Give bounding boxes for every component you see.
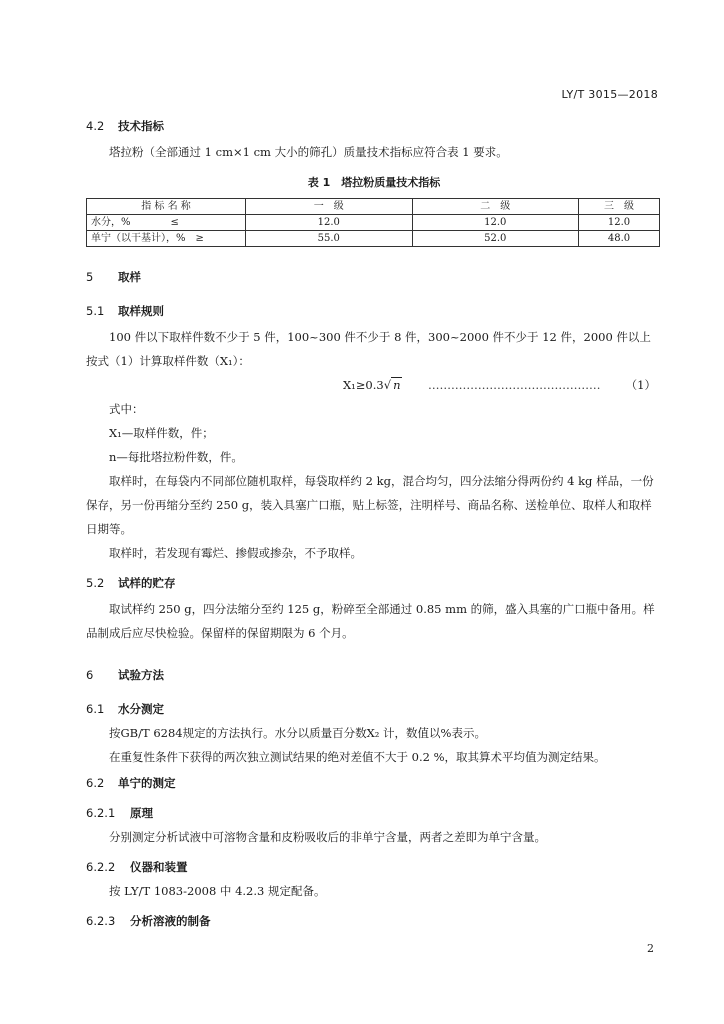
section-5-2-heading [86,575,662,591]
paragraph: 按GB/T 6284规定的方法执行。水分以质量百分数X₂ 计，数值以%表示。 [109,726,486,740]
table-header-cell: 三 级 [579,199,660,215]
section-title: 水分测定 [118,702,164,716]
section-number: 6.2.3 [86,914,116,928]
section-6-1-heading [86,701,662,717]
table-header-row [87,199,660,215]
section-number: 6.2.2 [86,860,116,874]
section-title: 试样的贮存 [118,576,176,590]
section-6-2-1-heading [86,805,662,821]
section-title: 取样规则 [118,304,164,318]
section-number: 6.2 [86,776,105,790]
table-cell: 48.0 [579,231,660,247]
section-4-2-heading [86,118,662,134]
page-number: 2 [647,942,654,955]
formula-1 [86,373,662,397]
section-6-2-3-heading [86,913,662,929]
equation-number: （1） [625,378,656,392]
quality-spec-table [86,198,660,247]
paragraph: 取样时，若发现有霉烂、掺假或掺杂，不予取样。 [109,546,362,560]
table-header-cell: 一 级 [246,199,413,215]
definition: n—每批塔拉粉件数，件。 [109,450,243,464]
section-title: 试验方法 [118,668,164,682]
table-header-cell: 指 标 名 称 [87,199,246,215]
table-cell: 12.0 [412,215,579,231]
section-number: 6 [86,668,94,682]
table-cell: 12.0 [579,215,660,231]
section-6-2-2-heading [86,859,662,875]
section-number: 5.1 [86,304,105,318]
section-5-1-heading [86,303,662,319]
formula-radicand: n [393,378,401,392]
table-cell: 水分，% ≤ [87,215,246,231]
leader-dots: ……………………………………… [428,378,601,392]
section-6-2-heading [86,775,662,791]
section-5-heading [86,269,662,285]
section-title: 分析溶液的制备 [130,914,211,928]
formula-lhs: X₁≥0.3 [343,378,384,392]
section-title: 原理 [130,806,153,820]
table-cell: 52.0 [412,231,579,247]
section-title: 单宁的测定 [118,776,176,790]
paragraph: 取试样约 250 g，四分法缩分至约 125 g，粉碎至全部通过 0.85 mm 的筛，盛入具塞的广口瓶中备用。样品制成后应尽快检验。保留样的保留期限为 6 个月。 [86,602,655,640]
table-cell: 12.0 [246,215,413,231]
paragraph: 在重复性条件下获得的两次独立测试结果的绝对差值不大于 0.2 %，取其算术平均值为测定结果。 [109,750,606,764]
section-number: 6.1 [86,702,105,716]
table-cell: 单宁（以干基计），% ≥ [87,231,246,247]
section-title: 取样 [118,270,141,284]
paragraph: 塔拉粉（全部通过 1 cm×1 cm 大小的筛孔）质量技术指标应符合表 1 要求。 [109,145,508,159]
paragraph: 100 件以下取样件数不少于 5 件，100~300 件不少于 8 件，300~2000 件不少于 12 件，2000 件以上按式（1）计算取样件数（X₁）： [86,330,651,368]
section-number: 5 [86,270,94,284]
section-number: 4.2 [86,119,105,133]
section-number: 5.2 [86,576,105,590]
table-caption: 表 1 塔拉粉质量技术指标 [307,176,441,189]
section-title: 仪器和装置 [130,860,188,874]
definition: X₁—取样件数，件； [109,426,214,440]
paragraph: 式中： [109,402,144,416]
table-row [87,231,660,247]
paragraph: 分别测定分析试液中可溶物含量和皮粉吸收后的非单宁含量，两者之差即为单宁含量。 [109,830,546,844]
standard-code: LY/T 3015—2018 [561,88,658,101]
table-header-cell: 二 级 [412,199,579,215]
document-body [86,118,662,929]
section-6-heading [86,667,662,683]
table-row [87,215,660,231]
formula: X₁≥0.3√ n [343,378,401,392]
section-title: 技术指标 [118,119,164,133]
paragraph: 按 LY/T 1083-2008 中 4.2.3 规定配备。 [109,884,326,898]
section-number: 6.2.1 [86,806,116,820]
table-cell: 55.0 [246,231,413,247]
paragraph: 取样时，在每袋内不同部位随机取样，每袋取样约 2 kg，混合均匀，四分法缩分得两份约 4 kg 样品，一份保存，另一份再缩分至约 250 g，装入具塞广口瓶，贴上标签，注明样号、商品名称、送检单位、取样人和取样日期等。 [86,474,654,536]
